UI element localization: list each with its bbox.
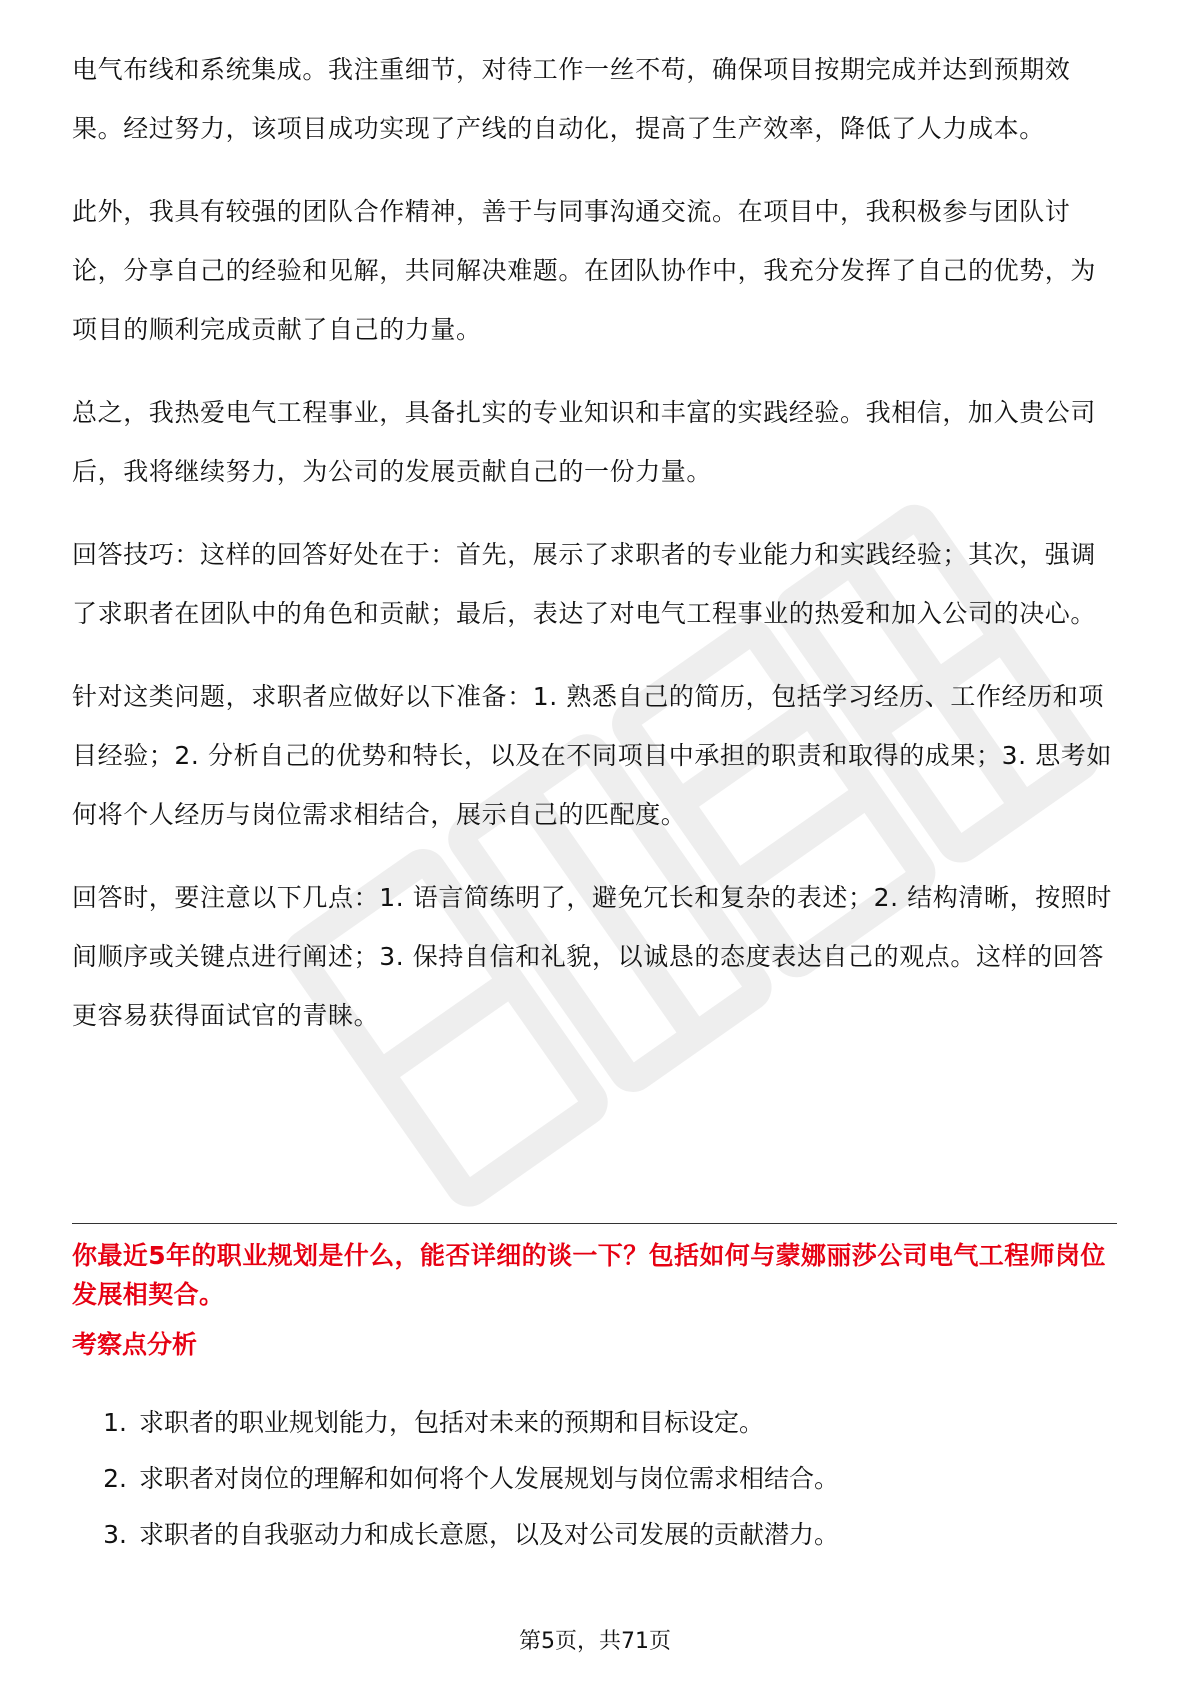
- page-number: 第5页，共71页: [519, 1629, 671, 1654]
- list-number: 2.: [103, 1464, 127, 1493]
- section-divider: [72, 1223, 1117, 1224]
- paragraph: 针对这类问题，求职者应做好以下准备：1. 熟悉自己的简历，包括学习经历、工作经历和项目经验；2. 分析自己的优势和特长，以及在不同项目中承担的职责和取得的成果；3. 思考如何将个人经历与岗位需求相结合，展示自己的匹配度。: [72, 682, 1113, 829]
- body-text: [72, 40, 1117, 1069]
- list-number: 3.: [103, 1520, 127, 1549]
- list-text: 求职者对岗位的理解和如何将个人发展规划与岗位需求相结合。: [139, 1464, 840, 1493]
- list-item: [72, 1405, 1117, 1441]
- list-item: [72, 1517, 1117, 1553]
- paragraph: 电气布线和系统集成。我注重细节，对待工作一丝不苟，确保项目按期完成并达到预期效果。经过努力，该项目成功实现了产线的自动化，提高了生产效率，降低了人力成本。: [72, 55, 1071, 143]
- paragraph: 此外，我具有较强的团队合作精神，善于与同事沟通交流。在项目中，我积极参与团队讨论，分享自己的经验和见解，共同解决难题。在团队协作中，我充分发挥了自己的优势，为项目的顺利完成贡献了自己的力量。: [72, 197, 1097, 344]
- paragraph: 回答时，要注意以下几点：1. 语言简练明了，避免冗长和复杂的表述；2. 结构清晰，按照时间顺序或关键点进行阐述；3. 保持自信和礼貌，以诚恳的态度表达自己的观点。这样的回答更容易获得面试官的青睐。: [72, 883, 1113, 1030]
- paragraph: 总之，我热爱电气工程事业，具备扎实的专业知识和丰富的实践经验。我相信，加入贵公司后，我将继续努力，为公司的发展贡献自己的一份力量。: [72, 398, 1097, 486]
- list-number: 1.: [103, 1408, 127, 1437]
- list-text: 求职者的自我驱动力和成长意愿，以及对公司发展的贡献潜力。: [139, 1520, 840, 1549]
- analysis-points: [72, 1405, 1117, 1573]
- question-heading: 你最近5年的职业规划是什么，能否详细的谈一下？包括如何与蒙娜丽莎公司电气工程师岗位发展相契合。: [72, 1241, 1106, 1309]
- paragraph: 回答技巧：这样的回答好处在于：首先，展示了求职者的专业能力和实践经验；其次，强调了求职者在团队中的角色和贡献；最后，表达了对电气工程事业的热爱和加入公司的决心。: [72, 540, 1097, 628]
- analysis-title: 考察点分析: [72, 1330, 198, 1359]
- list-text: 求职者的职业规划能力，包括对未来的预期和目标设定。: [139, 1408, 765, 1437]
- list-item: [72, 1461, 1117, 1497]
